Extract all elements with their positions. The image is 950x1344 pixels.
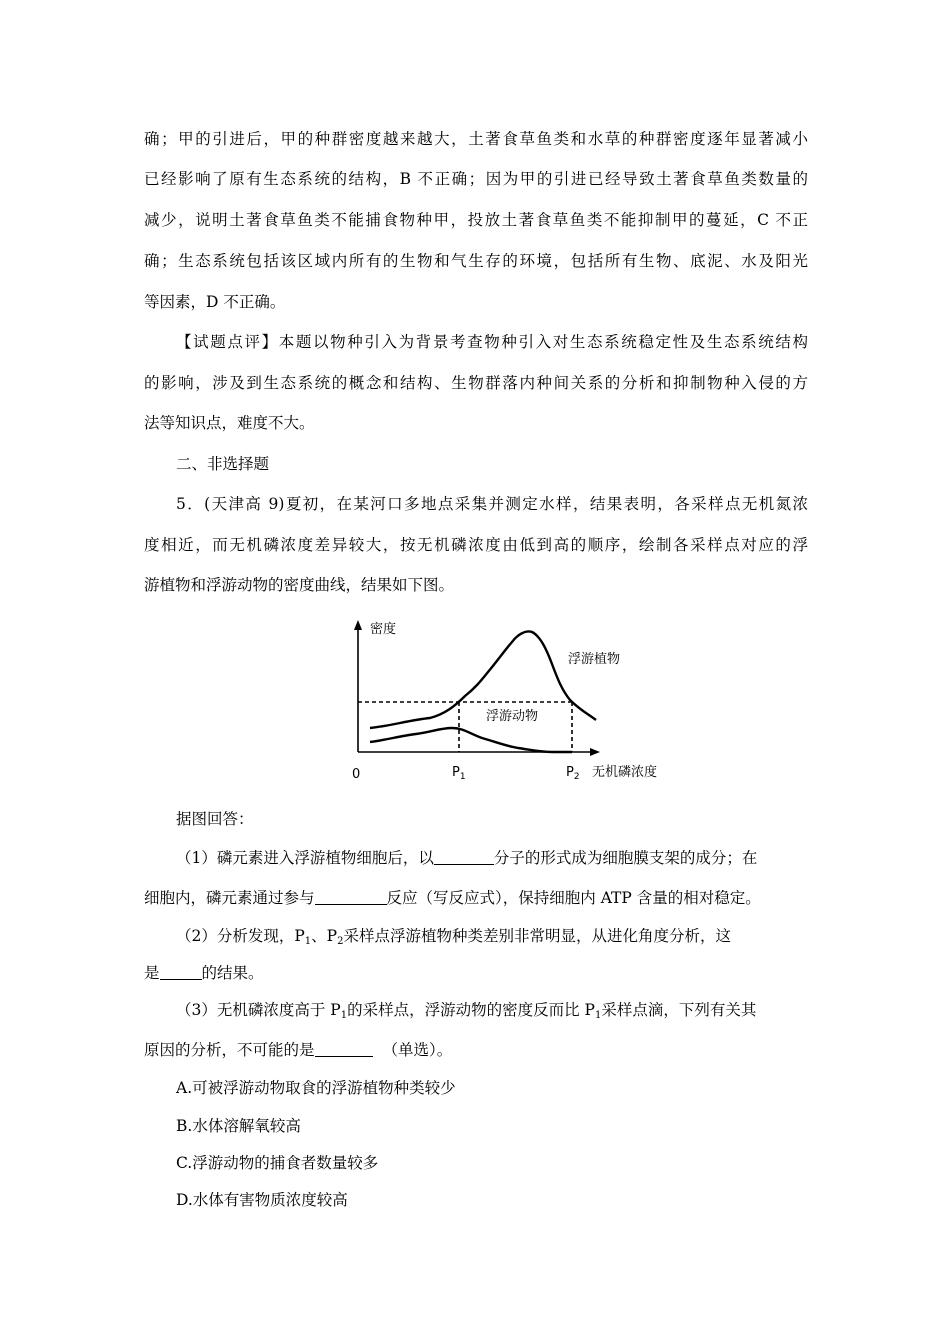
series-line-phytoplankton [370, 631, 596, 728]
series-label-zooplankton: 浮游动物 [486, 709, 539, 724]
sub-question-1-line: 细胞内，磷元素通过参与 反应（写反应式），保持细胞内 ATP 含量的相对稳定。 [144, 889, 761, 907]
sub-question-3-line: 原因的分析，不可能的是 （单选）。 [144, 1041, 453, 1059]
sub-question-2-line: （2）分析发现，$P_1$、$P_2$采样点浮游植物种类差别非常明显，从进化角度分析，这 [176, 927, 731, 947]
density-chart [340, 614, 680, 790]
x-tick-p1: $P_1$ [452, 765, 466, 782]
paragraph-line: 法等知识点，难度不大。 [144, 414, 315, 432]
paragraph-line: 确；生态系统包括该区域内所有的生物和气生存的环境，包括所有生物、底泥、水及阳光 [144, 252, 808, 270]
option-d[interactable]: D.水体有害物质浓度较高 [176, 1191, 348, 1209]
answer-blank[interactable] [315, 889, 387, 905]
origin-label: 0 [352, 767, 361, 782]
paragraph-line: 的影响，涉及到生态系统的概念和结构、生物群落内种间关系的分析和抑制物种入侵的方 [144, 374, 808, 392]
series-line-zooplankton [370, 728, 572, 752]
x-tick-p2: $P_2$ [566, 765, 580, 782]
x-axis-label: 无机磷浓度 [592, 765, 658, 780]
question-5-line: 度相近，而无机磷浓度差异较大，按无机磷浓度由低到高的顺序，绘制各采样点对应的浮 [144, 536, 808, 554]
y-axis-arrow-icon [354, 620, 362, 630]
series-label-phytoplankton: 浮游植物 [568, 652, 621, 667]
answer-blank[interactable] [315, 1041, 373, 1057]
option-a[interactable]: A.可被浮游动物取食的浮游植物种类较少 [176, 1079, 456, 1097]
answer-prompt: 据图回答： [176, 810, 254, 828]
section-heading: 二、非选择题 [176, 455, 270, 473]
sub-question-1-line: （1）磷元素进入浮游植物细胞后，以 分子的形式成为细胞膜支架的成分；在 [176, 849, 758, 867]
paragraph-line: 已经影响了原有生态系统的结构，B 不正确；因为甲的引进已经导致土著食草鱼类数量的 [144, 170, 808, 188]
sub-question-3-line: （3）无机磷浓度高于 $P_1$的采样点，浮游动物的密度反而比 $P_1$采样点滴，下列有关其 [176, 1001, 757, 1021]
paragraph-line: 减少，说明土著食草鱼类不能捕食物种甲，投放土著食草鱼类不能抑制甲的蔓延，C 不正 [144, 211, 808, 229]
option-c[interactable]: C.浮游动物的捕食者数量较多 [176, 1154, 379, 1172]
option-b[interactable]: B.水体溶解氧较高 [176, 1117, 301, 1135]
review-heading-line: 【试题点评】本题以物种引入为背景考查物种引入对生态系统稳定性及生态系统结构 [176, 333, 808, 351]
answer-blank[interactable] [434, 849, 494, 865]
paragraph-line: 确；甲的引进后，甲的种群密度越来越大，土著食草鱼类和水草的种群密度逐年显著减小 [144, 130, 808, 148]
y-axis-label: 密度 [370, 622, 397, 637]
answer-blank[interactable] [160, 964, 202, 980]
question-5-line: 游植物和浮游动物的密度曲线，结果如下图。 [144, 576, 455, 594]
paragraph-line: 等因素，D 不正确。 [144, 293, 286, 311]
question-5-line: 5．(天津高 9)夏初，在某河口多地点采集并测定水样，结果表明，各采样点无机氮浓 [176, 495, 808, 513]
sub-question-2-line: 是 的结果。 [144, 964, 264, 982]
x-axis-arrow-icon [590, 748, 600, 756]
